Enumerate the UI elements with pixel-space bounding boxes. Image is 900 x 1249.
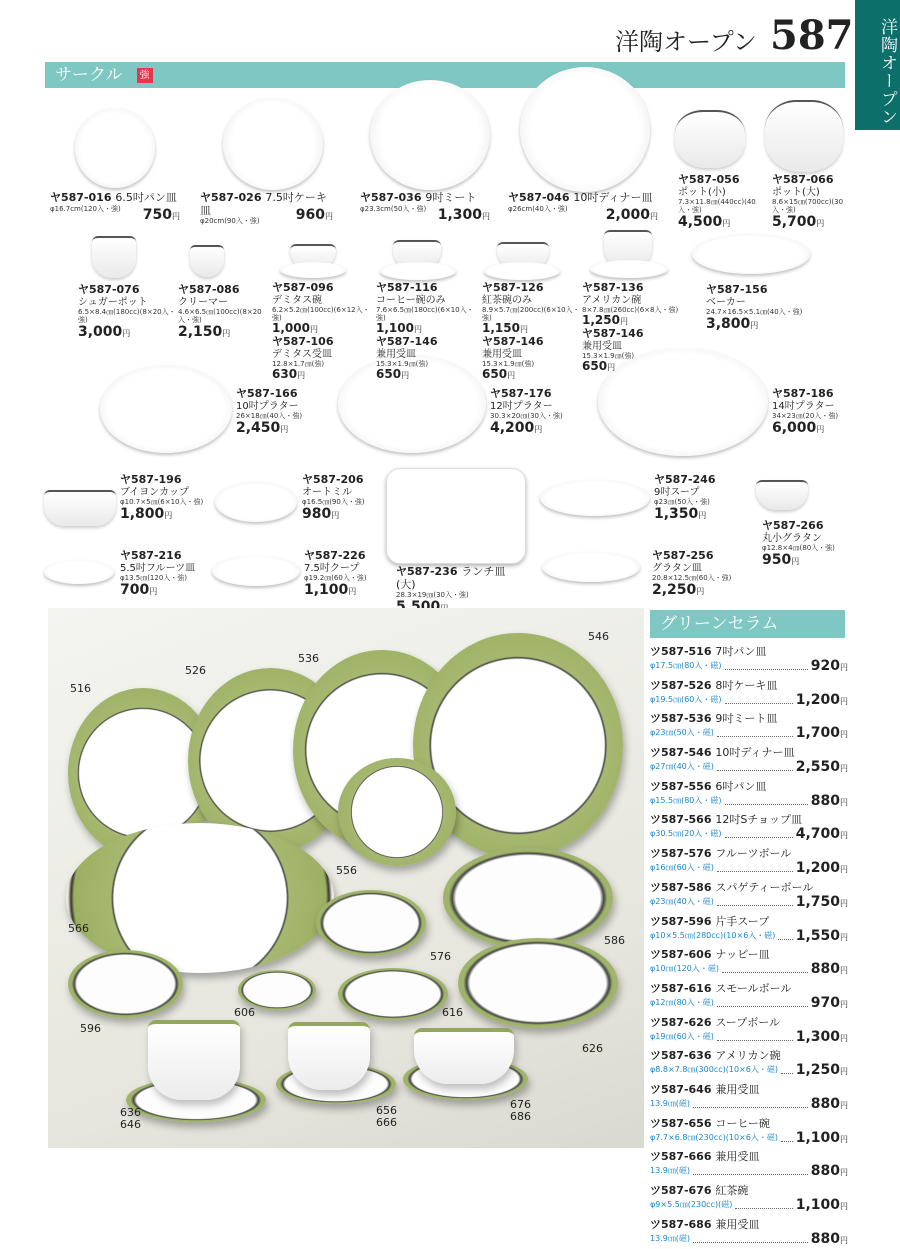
product-item: ヤ587-016 6.5吋パン皿 φ16.7cm(120入・強) 750円 [50,191,180,223]
dish-image [756,480,808,510]
list-item: ツ587-606 ナッピー皿 φ10㎝(120入・磁) 880円 [650,948,848,978]
bowl-576 [316,890,426,956]
photo-label: 546 [588,630,609,643]
list-item: ツ587-546 10吋ディナー皿 φ27㎝(40入・磁) 2,550円 [650,746,848,776]
bowl-626 [458,938,618,1028]
product-item: ヤ587-126 紅茶碗のみ 8.9×5.7㎝(200cc)(6×10入・強) 1,150円 ヤ587-146 兼用受皿 15.3×1.9㎝(強) 650円 [482,281,580,382]
bowl-596 [68,950,183,1018]
dish-image [692,234,810,274]
product-item: ヤ587-046 10吋ディナー皿 φ26cm(40入・強) 2,000円 [508,191,658,223]
product-item: ヤ587-076 シュガーポット 6.5×8.4㎝(180cc)(8×20入・強) 3,000円 [78,283,176,341]
product-item: ヤ587-116 コーヒー碗のみ 7.6×6.5㎝(180cc)(6×10入・強) 1,100円 ヤ587-146 兼用受皿 15.3×1.9㎝(強) 650円 [376,281,474,382]
plate-556 [338,758,456,866]
dish-image [540,480,650,516]
product-item: ヤ587-226 7.5吋クープ φ19.2㎝(60入・強) 1,100円 [304,549,367,599]
product-photo [48,608,644,1148]
photo-label: 556 [336,864,357,877]
plate-566 [66,823,334,973]
photo-label: 536 [298,652,319,665]
dish-image [212,556,300,586]
dish-image [100,365,232,453]
dish-image [44,560,114,584]
dish-image [215,482,297,522]
list-item: ツ587-576 フルーツボール φ16㎝(60入・磁) 1,200円 [650,847,848,877]
page-title: 洋陶オープン [615,28,757,56]
photo-label: 636 [120,1106,141,1119]
list-item: ツ587-586 スパゲティーボール φ23㎝(40入・磁) 1,750円 [650,880,848,910]
photo-label: 516 [70,682,91,695]
product-item: ヤ587-036 9吋ミート φ23.3cm(50入・強) 1,300円 [360,191,490,223]
side-tab[interactable]: 洋陶オープン [855,0,900,130]
list-item: ツ587-596 片手スープ φ10×5.5㎝(280cc)(10×6入・磁) 1,550円 [650,914,848,944]
dish-image [542,552,640,582]
product-item: ヤ587-256 グラタン皿 20.8×12.5㎝(60入・強) 2,250円 [652,549,732,599]
dish-image [44,490,116,526]
price-list [650,643,848,1249]
list-item: ツ587-656 コーヒー碗 φ7.7×6.8㎝(230cc)(10×6入・磁) 1,100円 [650,1116,848,1146]
dish-image [190,245,224,277]
list-item: ツ587-566 12吋Sチョップ皿 φ30.5㎝(20入・磁) 4,700円 [650,813,848,843]
cup-676 [414,1028,514,1084]
photo-label: 646 [120,1118,141,1131]
list-item: ツ587-556 6吋パン皿 φ15.5㎝(80入・磁) 880円 [650,779,848,809]
product-item: ヤ587-246 9吋スープ φ23㎝(50入・強) 1,350円 [654,473,716,523]
section-title: サークル [55,65,123,85]
product-item: ヤ587-176 12吋プラター 30.3×20㎝(30入・強) 4,200円 [490,387,563,437]
list-item: ツ587-526 8吋ケーキ皿 φ19.5㎝(60入・磁) 1,200円 [650,678,848,708]
product-item: ヤ587-096 デミタス碗 6.2×5.2㎝(100cc)(6×12入・強) 1,000円 ヤ587-106 デミタス受皿 12.8×1.7㎝(強) 630円 [272,281,370,382]
dish-image [75,108,155,188]
product-item: ヤ587-056 ポット(小) 7.3×11.8㎝(440cc)(40入・強) 4,500円 [678,173,756,231]
photo-label: 686 [510,1110,531,1123]
dish-image [765,100,843,172]
list-item: ツ587-616 スモールボール φ12㎝(80入・磁) 970円 [650,981,848,1011]
photo-label: 626 [582,1042,603,1055]
product-item: ヤ587-216 5.5吋フルーツ皿 φ13.5㎝(120入・強) 700円 [120,549,196,599]
product-item: ヤ587-236 ランチ皿(大) 28.3×19㎝(30入・強) [396,565,506,600]
photo-label: 596 [80,1022,101,1035]
product-item: ヤ587-156 ベーカー 24.7×16.5×5.1㎝(40入・強) 3,800円 [706,283,803,333]
strength-badge: 強 [137,68,153,83]
dish-image [386,468,526,564]
dish-image [380,262,456,280]
product-item: ヤ587-186 14吋プラター 34×23㎝(20入・強) 6,000円 [772,387,839,437]
section-bar-green: グリーンセラム [650,610,845,638]
photo-label: 656 [376,1104,397,1117]
photo-label: 576 [430,950,451,963]
photo-label: 676 [510,1098,531,1111]
photo-label: 616 [442,1006,463,1019]
page-number: 587 [770,12,854,59]
list-item: ツ587-516 7吋パン皿 φ17.5㎝(80入・磁) 920円 [650,645,848,674]
dish-image [370,80,490,190]
photo-label: 666 [376,1116,397,1129]
product-item: ヤ587-086 クリーマー 4.6×6.5㎝(100cc)(8×20入・強) 2,150円 [178,283,262,341]
bowl-616 [338,968,448,1020]
dish-image [280,262,346,278]
product-item: ヤ587-066 ポット(大) 8.6×15㎝(700cc)(30入・強) 5,700円 [772,173,844,231]
bowl-586 [443,848,613,948]
list-item: ツ587-676 紅茶碗 φ9×5.5㎝(230cc)(磁) 1,100円 [650,1184,848,1213]
photo-label: 586 [604,934,625,947]
dish-image [675,110,745,168]
list-item: ツ587-686 兼用受皿 13.9㎝(磁) 880円 [650,1217,848,1247]
list-item: ツ587-536 9吋ミート皿 φ23㎝(50入・磁) 1,700円 [650,712,848,742]
list-item: ツ587-626 スープボール φ19㎝(60入・磁) 1,300円 [650,1015,848,1045]
photo-label: 606 [234,1006,255,1019]
photo-label: 526 [185,664,206,677]
dish-image [223,98,323,190]
dish-image [484,262,560,280]
cup-636 [148,1020,240,1100]
product-item: ヤ587-196 ブイヨンカップ φ10.7×5㎝(6×10入・強) 1,800円 [120,473,204,523]
product-item: ヤ587-266 丸小グラタン φ12.8×4㎝(80入・強) 950円 [762,519,835,569]
product-item: ヤ587-206 オートミル φ16.5㎝(90入・強) 980円 [302,473,365,523]
list-item: ツ587-666 兼用受皿 13.9㎝(磁) 880円 [650,1150,848,1180]
cup-656 [288,1022,370,1090]
photo-label: 566 [68,922,89,935]
product-item: ヤ587-166 10吋プラター 26×18㎝(40入・強) 2,450円 [236,387,303,437]
list-item: ツ587-636 アメリカン碗 φ8.8×7.8㎝(300cc)(10×6入・磁) 1,250円 [650,1049,848,1079]
dish-image [92,236,136,278]
dish-image [590,260,668,278]
bowl-606 [238,970,316,1010]
list-item: ツ587-646 兼用受皿 13.9㎝(磁) 880円 [650,1082,848,1112]
product-item: ヤ587-026 7.5吋ケーキ皿 φ20cm(90入・強) 960円 [200,191,333,226]
product-item: ヤ587-136 アメリカン碗 8×7.8㎝(260cc)(6×8入・強) 1,250円 ヤ587-146 兼用受皿 15.3×1.9㎝(強) 650円 [582,281,679,374]
dish-image [520,67,650,192]
